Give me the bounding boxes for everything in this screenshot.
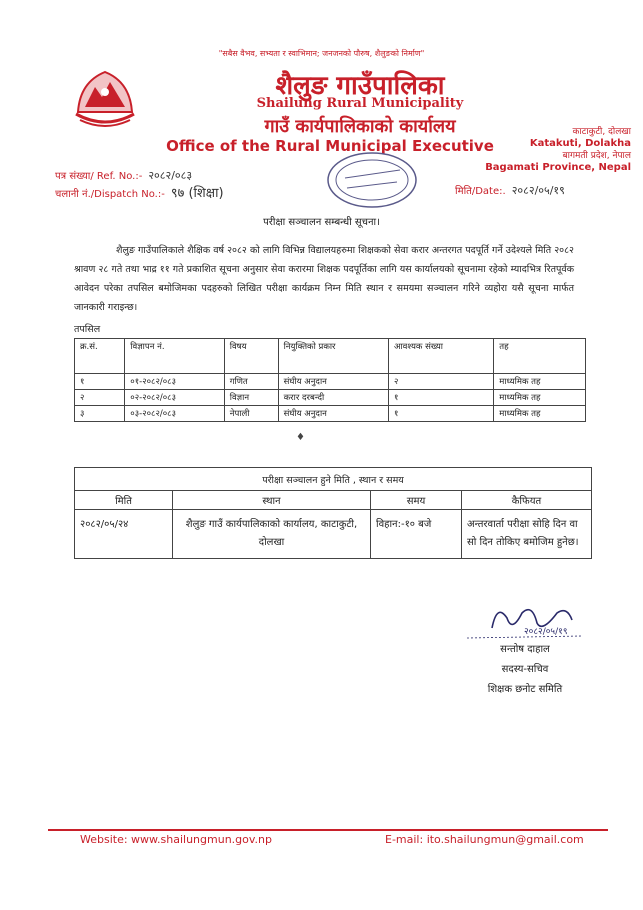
table-row: [75, 406, 586, 422]
footer-website[interactable]: Website: www.shailungmun.gov.np: [80, 833, 272, 846]
col-level: तह: [494, 339, 586, 374]
cell: संघीय अनुदान: [278, 374, 388, 390]
cell: संघीय अनुदान: [278, 406, 388, 422]
signatory-committee: शिक्षक छनोट समिति: [487, 684, 563, 695]
date-label: मिति/Date:.: [455, 186, 506, 197]
cell-remarks: अन्तरवार्ता परीक्षा सोहि दिन वा सो दिन तोकिए बमोजिम हुनेछ।: [462, 510, 592, 559]
table-header-row: [75, 491, 592, 510]
cell: १: [388, 390, 493, 406]
ink-mark: ♦: [296, 432, 305, 443]
cell-time: विहान:-१० बजे: [371, 510, 462, 559]
motto: "सबैस वैभव, सभ्यता र स्वाभिमान; जनजनको पौरुष, शैलुङको निर्माण": [218, 49, 425, 58]
ref-value: २०८२/०८३: [148, 169, 193, 182]
tapasil-label: तपसिल: [74, 324, 101, 335]
cell: करार दरबन्दी: [278, 390, 388, 406]
signature-block: [455, 640, 595, 700]
letter-date: [455, 183, 565, 198]
cell: २: [388, 374, 493, 390]
col-time: समय: [371, 491, 462, 510]
cell: नेपाली: [224, 406, 278, 422]
cell: १: [388, 406, 493, 422]
body-paragraph: शैलुङ गाउँपालिकाले शैक्षिक वर्ष २०८२ को लागि विभिन्न विद्यालयहरुमा शिक्षकको सेवा करार अन्तरगत पदपूर्ति गर्ने उदेश्यले मिति २०८२ श्रावण २८ गते तथा भाद्र ११ गते प्रकाशित सूचना अनुसार सेवा करारमा शिक्षक पदपूर्तिका लागि यस कार्यालयको सूचनामा रहेको म्यादभित्र रितपूर्वक आवेदन परेका तपसिल बमोजिमका पदहरुको लिखित परीक्षा कार्यक्रम निम्न मिति स्थान र समयमा सञ्चालन गरिने व्यहोरा यसै सूचना मार्फत जानकारी गराइन्छ।: [74, 245, 574, 313]
cell: १: [75, 374, 125, 390]
address-en-1: Katakuti, Dolakha: [529, 138, 631, 149]
col-required-count: आवश्यक संख्या: [388, 339, 493, 374]
cell-date: २०८२/०५/२४: [75, 510, 173, 559]
dispatch-value: ९७ (शिक्षा): [170, 186, 224, 201]
table-header-row: [75, 339, 586, 374]
office-name-np: गाउँ कार्यपालिकाको कार्यालय: [264, 116, 456, 137]
footer-divider: [48, 829, 608, 831]
subject-line: परीक्षा सञ्चालन सम्बन्धी सूचना।: [263, 217, 380, 228]
exam-schedule-table: [74, 467, 592, 559]
dispatch-label: चलानी नं./Dispatch No.:-: [55, 189, 165, 200]
nepal-emblem-icon: [70, 62, 140, 132]
address-np-1: काटाकुटी, दोलखा: [572, 127, 631, 137]
col-subject: विषय: [224, 339, 278, 374]
footer-email[interactable]: E-mail: ito.shailungmun@gmail.com: [385, 833, 584, 846]
signatory-position: सदस्य-सचिव: [501, 664, 549, 675]
address-en-2: Bagamati Province, Nepal: [485, 162, 631, 173]
date-value: २०८२/०५/१९: [511, 184, 565, 197]
municipality-name-en: Shailung Rural Municipality: [256, 96, 464, 111]
address-block: [485, 126, 631, 174]
municipality-name-np: शैलुङ गाउँपालिका: [275, 71, 445, 101]
office-stamp-icon: [325, 150, 420, 210]
col-ad-no: विज्ञापन नं.: [125, 339, 224, 374]
col-appointment-type: नियुक्तिको प्रकार: [278, 339, 388, 374]
cell: विज्ञान: [224, 390, 278, 406]
cell: ०२-२०८२/०८३: [125, 390, 224, 406]
cell: माध्यमिक तह: [494, 390, 586, 406]
table-caption: परीक्षा सञ्चालन हुने मिति , स्थान र समय: [75, 468, 592, 491]
cell: ३: [75, 406, 125, 422]
cell: गणित: [224, 374, 278, 390]
table-row: [75, 374, 586, 390]
cell: ०१-२०८२/०८३: [125, 374, 224, 390]
cell: २: [75, 390, 125, 406]
vacancy-table: [74, 338, 586, 422]
cell: ०३-२०८२/०८३: [125, 406, 224, 422]
cell: माध्यमिक तह: [494, 374, 586, 390]
col-date: मिति: [75, 491, 173, 510]
office-name-en: Office of the Rural Municipal Executive: [166, 137, 494, 155]
dispatch-number: [55, 183, 224, 201]
table-caption-row: [75, 468, 592, 491]
signatory-name: सन्तोष दाहाल: [500, 644, 550, 655]
ref-number: [55, 168, 192, 183]
col-venue: स्थान: [173, 491, 371, 510]
col-remarks: कैफियत: [462, 491, 592, 510]
col-sn: क्र.सं.: [75, 339, 125, 374]
signature-date: २०८२/०५/१९: [524, 627, 568, 637]
ref-label: पत्र संख्या/ Ref. No.:-: [55, 171, 143, 182]
cell: माध्यमिक तह: [494, 406, 586, 422]
address-np-2: बागमती प्रदेश, नेपाल: [562, 151, 631, 161]
cell-venue: शैलुङ गाउँ कार्यपालिकाको कार्यालय, काटाकुटी, दोलखा: [173, 510, 371, 559]
table-row: [75, 390, 586, 406]
table-row: [75, 510, 592, 559]
